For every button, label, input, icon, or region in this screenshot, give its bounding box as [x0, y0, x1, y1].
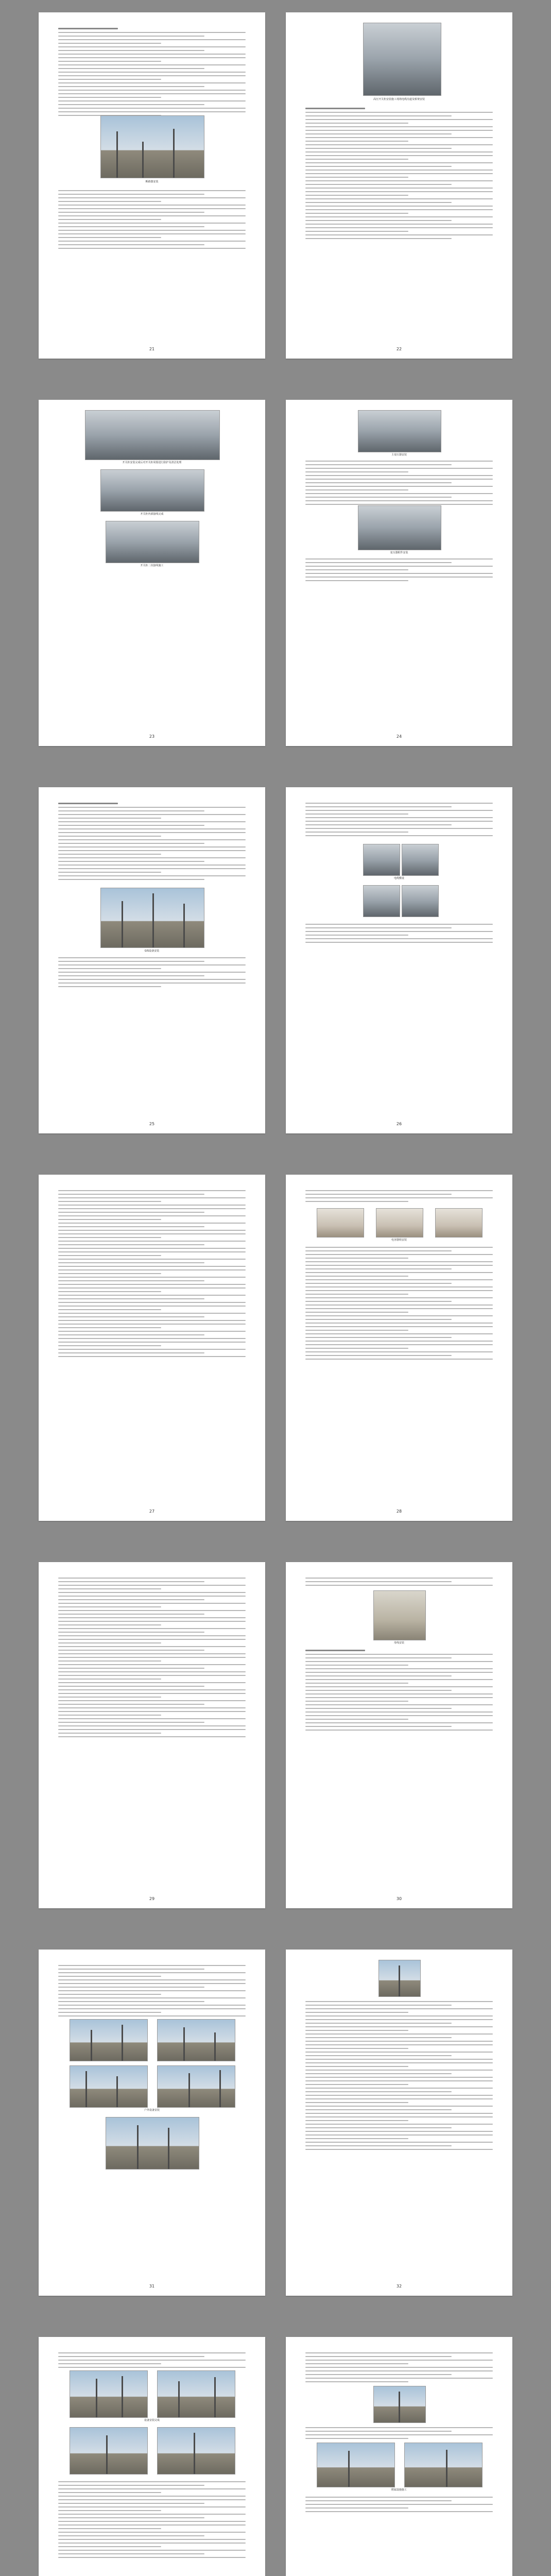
site-photo [70, 2427, 148, 2475]
site-photo [157, 2065, 235, 2108]
site-photo [358, 410, 441, 452]
document-page [286, 1562, 512, 1908]
photo-caption: GIS设备安装 [144, 950, 160, 953]
site-photo [404, 2443, 483, 2487]
site-photo [100, 115, 204, 178]
document-page [286, 787, 512, 1133]
photo-caption: 电容器组安装 [391, 1239, 407, 1242]
site-photo [363, 885, 400, 917]
site-photo [435, 1208, 483, 1238]
site-photo [100, 888, 204, 948]
site-photo [85, 410, 220, 460]
site-photo [363, 844, 400, 876]
document-page [286, 2337, 512, 2576]
site-photo [317, 1208, 364, 1238]
document-page [286, 12, 512, 359]
site-photo [157, 2370, 235, 2418]
document-page [286, 400, 512, 746]
page-number: 23 [149, 734, 155, 739]
site-photo [70, 2065, 148, 2108]
photo-caption: 电缆敷设 [393, 877, 404, 880]
document-page [39, 787, 265, 1133]
photo-caption: 主变压器安装 [391, 453, 407, 456]
document-page [39, 2337, 265, 2576]
page-number: 26 [396, 1122, 402, 1126]
photo-caption: 高压开关柜安装施工现场电缆沟道及桥架安装 [373, 98, 425, 101]
document-page [39, 12, 265, 359]
page-number: 30 [396, 1896, 402, 1901]
site-photo [70, 2370, 148, 2418]
site-photo [363, 23, 441, 96]
site-photo [106, 521, 199, 563]
photo-caption: 变压器附件安装 [390, 551, 408, 554]
document-page [39, 1950, 265, 2296]
site-photo [70, 2019, 148, 2061]
page-number: 22 [396, 347, 402, 351]
photo-caption: 附属设施施工 [391, 2488, 407, 2492]
document-page [286, 1950, 512, 2296]
site-photo [157, 2427, 235, 2475]
site-photo [378, 1960, 421, 1997]
site-photo [402, 885, 439, 917]
page-number: 29 [149, 1896, 155, 1901]
page-number: 28 [396, 1509, 402, 1514]
document-page [286, 1175, 512, 1521]
site-photo [373, 1590, 426, 1640]
site-photo [402, 844, 439, 876]
site-photo [100, 469, 204, 512]
page-number: 21 [149, 347, 155, 351]
page-number: 27 [149, 1509, 155, 1514]
site-photo [373, 2386, 426, 2423]
photo-caption: 断路器安装 [145, 180, 159, 183]
document-page [39, 1175, 265, 1521]
photo-caption: 母线安装 [393, 1641, 404, 1645]
page-number: 25 [149, 1122, 155, 1126]
site-photo [358, 505, 441, 550]
page-number: 31 [149, 2284, 155, 2289]
page-number: 24 [396, 734, 402, 739]
site-photo [376, 1208, 423, 1238]
photo-caption: 开关柜内部接线完成 [140, 513, 164, 516]
page-number: 32 [396, 2284, 402, 2289]
document-page [39, 400, 265, 746]
photo-caption: 开关柜安装完成后对开关柜周围进行防护及清洁处理 [122, 461, 182, 464]
document-page [39, 1562, 265, 1908]
photo-caption: 开关柜二次接线施工 [140, 564, 164, 567]
site-photo [317, 2443, 395, 2487]
site-photo [106, 2117, 199, 2170]
site-photo [157, 2019, 235, 2061]
photo-caption: 设备安装完成 [144, 2419, 160, 2422]
photo-caption: 户外设备安装 [144, 2109, 160, 2112]
